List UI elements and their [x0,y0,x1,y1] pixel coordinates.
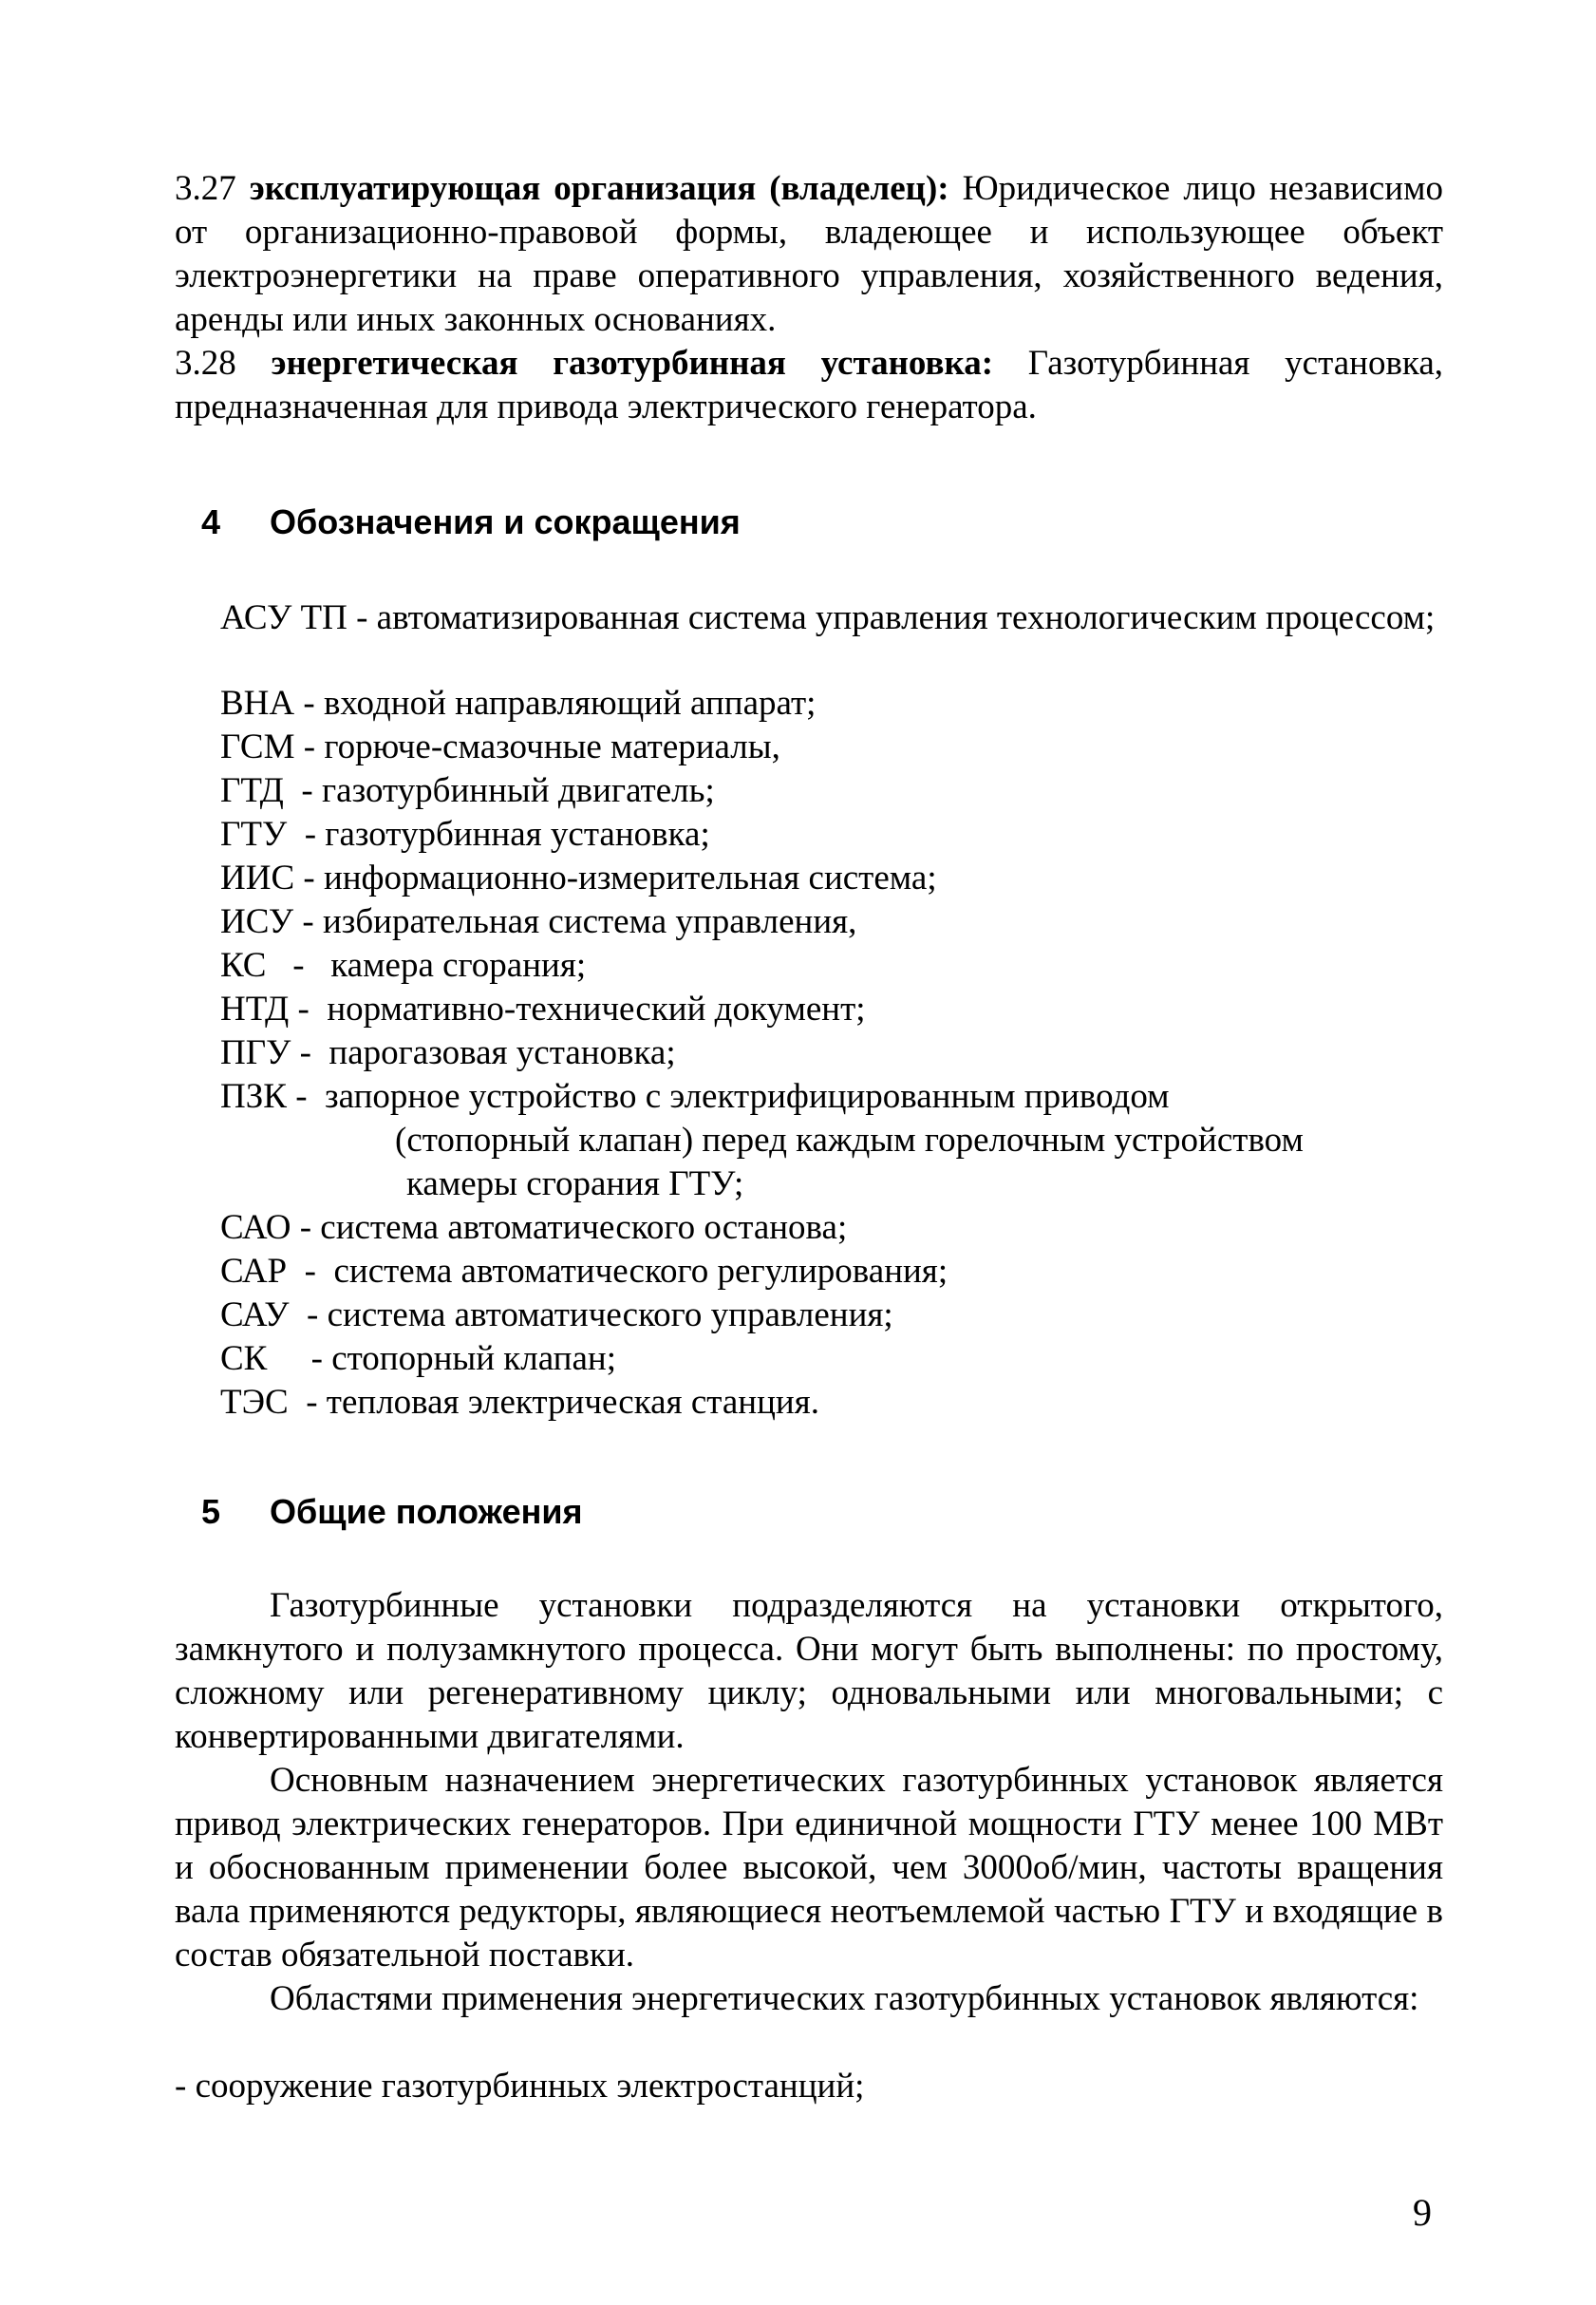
abbreviation-code: ГСМ [220,727,295,766]
abbreviation-description: горюче-смазочные материалы, [324,727,780,766]
abbreviation-description: система автоматического останова; [320,1208,848,1247]
abbreviation-code: СК [220,1339,268,1378]
abbreviation-row [220,988,1445,1031]
abbreviation-code: ИИС [220,859,295,897]
abbreviation-separator: - [289,990,328,1029]
abbreviation-description: нормативно-технический документ; [327,990,866,1029]
abbreviation-separator: - [287,815,326,854]
abbreviation-code: АСУ ТП [220,598,347,637]
abbreviation-description: система автоматического регулирования; [333,1252,948,1291]
abbreviation-description: запорное устройство с электрифицированным приводом [325,1077,1170,1116]
abbreviation-description: система автоматического управления; [327,1295,893,1334]
abbreviation-row [220,857,1445,900]
abbreviation-separator: - [289,1295,328,1334]
definition-term: эксплуатирующая организация (владелец): [249,169,949,208]
abbreviation-code: ПГУ [220,1033,291,1072]
abbreviation-description: камера сгорания; [330,946,587,985]
definition-3-28 [175,342,1443,429]
abbreviation-description: автоматизированная система управления технологическим процессом; [376,598,1436,637]
abbreviation-row [220,944,1445,988]
abbreviation-row [220,1294,1445,1337]
paragraph: Газотурбинные установки подразделяются на установки открытого, замкнутого и полузамкнутого процесса. Они могут быть выполнены: по простому, сложному или регенеративному циклу; одновальными или многовальными; с конвертированными двигателями. [175,1586,1443,1756]
paragraph: Областями применения энергетических газотурбинных установок являются: [270,1979,1419,2018]
abbreviation-separator: - [294,684,324,723]
abbreviation-description: тепловая электрическая станция. [326,1383,819,1422]
abbreviation-code: ИСУ [220,902,294,941]
section-5-heading [201,1491,582,1533]
abbreviation-row [220,726,1445,769]
abbreviation-code: САО [220,1208,291,1247]
abbreviation-row [220,1381,1445,1425]
abbreviation-separator: - [291,1033,329,1072]
abbreviation-row [220,769,1445,813]
definition-text: Юридическое лицо независимо от организационно-правовой формы, владеющее и использующее объект электроэнергетики на праве оперативного управления, хозяйственного ведения, аренды или иных законных основаниях. [175,169,1443,339]
abbreviation-code: ПЗК [220,1077,287,1116]
definition-3-27 [175,167,1443,342]
section-title: Общие положения [270,1492,583,1531]
abbreviation-description: информационно-измерительная система; [323,859,937,897]
abbreviation-separator: - [293,902,323,941]
abbreviation-code: ТЭС [220,1383,289,1422]
abbreviation-code: НТД [220,990,290,1029]
abbreviation-row [220,1337,1445,1381]
section-4-heading [201,501,741,543]
abbreviation-row [220,1075,1445,1119]
abbreviation-code: КС [220,946,267,985]
abbreviation-separator: - [287,1252,334,1291]
abbreviation-row [220,1250,1445,1294]
section-title: Обозначения и сокращения [270,502,741,541]
abbreviation-row [220,813,1445,857]
abbreviation-description: газотурбинный двигатель; [321,771,715,810]
abbreviation-code: САР [220,1252,288,1291]
abbreviation-separator: - [294,859,324,897]
abbreviation-row [220,1206,1445,1250]
section-number: 4 [201,502,221,541]
abbreviation-row [220,900,1445,944]
definition-text: Газотурбинная установка, предназначенная для привода электрического генератора. [175,344,1443,426]
section-number: 5 [201,1492,221,1531]
abbreviation-asu-tp [220,596,1445,640]
abbreviation-description: входной направляющий аппарат; [323,684,817,723]
abbreviation-code: САУ [220,1295,290,1334]
definition-term: энергетическая газотурбинная установка: [271,344,994,383]
abbreviation-separator: - [347,598,377,637]
abbreviation-separator: - [286,1077,326,1116]
abbreviation-row [220,682,1445,726]
abbreviation-description: стопорный клапан; [331,1339,616,1378]
definition-number: 3.28 [175,344,236,383]
abbreviation-row [220,1031,1445,1075]
list-item: - сооружение газотурбинных электростанций; [175,2067,865,2106]
abbreviation-separator: - [267,1339,332,1378]
page-number: 9 [1413,2191,1432,2234]
abbreviation-code: ВНА [220,684,295,723]
abbreviation-separator: - [291,1208,321,1247]
abbreviation-description: газотурбинная установка; [325,815,710,854]
paragraph: Основным назначением энергетических газотурбинных установок является привод электрических генераторов. При единичной мощности ГТУ менее 100 МВт и обоснованным применении более высокой, чем 3000об/мин, частоты вращения вала применяются редукторы, являющиеся неотъемлемой частью ГТУ и входящие в состав обязательной поставки. [175,1761,1443,1974]
abbreviation-description: парогазовая установка; [329,1033,676,1072]
abbreviation-continuation: камеры сгорания ГТУ; [406,1164,744,1203]
abbreviation-separator: - [288,1383,327,1422]
abbreviation-separator: - [283,771,322,810]
definition-number: 3.27 [175,169,236,208]
abbreviation-separator: - [266,946,331,985]
abbreviation-code: ГТД [220,771,284,810]
abbreviation-continuation: (стопорный клапан) перед каждым горелочным устройством [395,1121,1304,1160]
abbreviation-separator: - [294,727,325,766]
abbreviation-code: ГТУ [220,815,288,854]
abbreviation-description: избирательная система управления, [322,902,857,941]
